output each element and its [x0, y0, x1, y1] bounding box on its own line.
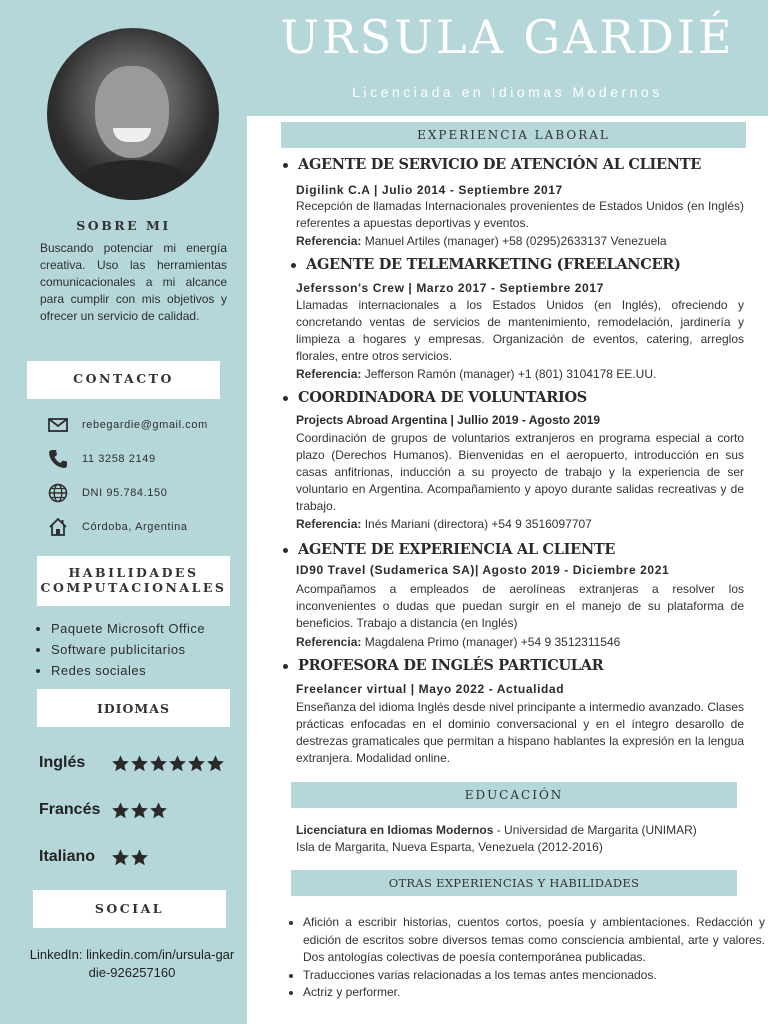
institution: - Universidad de Margarita (UNIMAR): [493, 823, 697, 837]
contact-dni: [47, 482, 237, 504]
contact-location: [47, 516, 237, 538]
other-list: [284, 914, 765, 1002]
linkedin-line2[interactable]: die-926257160: [88, 965, 176, 980]
language-row: [39, 842, 239, 872]
skills-list: [32, 618, 261, 681]
contact-email: [47, 414, 237, 436]
job-description: Recepción de llamadas Internacionales provenientes de Estados Unidos (en Inglés) referentes a apuestas deportivas y eventos.: [296, 199, 744, 230]
job-company: Digilink C.A | Julio 2014 - Septiembre 2017: [296, 183, 563, 197]
degree: Licenciatura en Idiomas Modernos: [296, 823, 494, 837]
about-text: Buscando potenciar mi energía creativa. Uso las herramientas comunicacionales a mi alcance para cumplir con mis objetivos y ofrecer un servicio de calidad.: [40, 241, 227, 323]
globe-icon: [47, 482, 69, 504]
job-description: Llamadas internacionales a los Estados Unidos (en Inglés), ofreciendo y concretando ventas de servicios de mantenimiento, remodelación, jardinería y limpieza a hogares y empresas. Organización de eventos, catering, arreglos florales, entre otros servicios.: [296, 298, 744, 363]
location-text: Córdoba, Argentina: [82, 521, 188, 533]
star-icon: [206, 754, 225, 773]
star-icon: [111, 754, 130, 773]
list-item: • Redes sociales: [51, 660, 261, 681]
language-name: Inglés: [39, 754, 86, 771]
skills-heading-line2: COMPUTACIONALES: [40, 580, 227, 595]
social-heading: SOCIAL: [94, 901, 165, 916]
star-icon: [111, 801, 130, 820]
other-heading: OTRAS EXPERIENCIAS Y HABILIDADES: [291, 870, 737, 896]
star-icon: [168, 754, 187, 773]
phone-icon: [47, 448, 69, 470]
rating-stars: [111, 801, 168, 820]
job-company: ID90 Travel (Sudamerica SA)| Agosto 2019 - Diciembre 2021: [296, 563, 670, 577]
list-item: • Traducciones varias relacionadas a los temas antes mencionados.: [303, 967, 765, 985]
bullet-icon: [283, 396, 288, 401]
bullet-icon: [283, 163, 288, 168]
job-company: Projects Abroad Argentina | Jullio 2019 - Agosto 2019: [296, 413, 601, 427]
job-reference: Referencia: Jefferson Ramón (manager) +1 (801) 3104178 EE.UU.: [296, 367, 657, 381]
job-title: AGENTE DE SERVICIO DE ATENCIÓN AL CLIENTE: [283, 156, 743, 173]
list-item: • Software publicitarios: [51, 639, 261, 660]
language-row: [39, 748, 239, 778]
skills-heading-line1: HABILIDADES: [68, 565, 199, 580]
education-location: Isla de Margarita, Nueva Esparta, Venezuela (2012-2016): [296, 840, 603, 854]
bullet-icon: [291, 263, 296, 268]
list-item: • Paquete Microsoft Office: [51, 618, 261, 639]
bullet-icon: [283, 548, 288, 553]
job-reference: Referencia: Manuel Artiles (manager) +58 (0295)2633137 Venezuela: [296, 234, 667, 248]
rating-stars: [111, 754, 225, 773]
job-title: COORDINADORA DE VOLUNTARIOS: [283, 389, 743, 406]
star-icon: [130, 801, 149, 820]
job-title: AGENTE DE EXPERIENCIA AL CLIENTE: [283, 541, 743, 558]
profile-photo: [47, 28, 219, 200]
skills-heading: [37, 565, 230, 595]
star-icon: [149, 801, 168, 820]
about-heading: SOBRE MI: [76, 218, 171, 233]
job-description: Enseñanza del idioma Inglés desde nivel principante a intermedio avanzado. Clases prácticas enfocadas en el dominio conversacional y en el íntegro desarollo de destrezas gramaticales que permitan a hispano hablantes la expresión en la lengua extranjera. Modalidad online.: [296, 700, 744, 765]
list-item: • Actriz y performer.: [303, 984, 765, 1002]
job-description: Coordinación de grupos de voluntarios extranjeros en programa especial a corto plazo (Derechos Humanos). Bienvenidas en el aeropuerto, introducción en sus casas anfitrionas, inducción a su proyecto de trabajo y la experiencia de ser voluntario en Argentina. Acompañamiento y apoyo durante salidas recreativas y de trabajo.: [296, 431, 744, 513]
candidate-subtitle: Licenciada en Idiomas Modernos: [352, 84, 663, 100]
rating-stars: [111, 848, 149, 867]
job-title: PROFESORA DE INGLÉS PARTICULAR: [283, 657, 743, 674]
job-company: Jefersson's Crew | Marzo 2017 - Septiembre 2017: [296, 281, 604, 295]
language-name: Italiano: [39, 848, 96, 865]
experience-heading: EXPERIENCIA LABORAL: [281, 122, 746, 148]
education-heading: EDUCACIÓN: [291, 782, 737, 808]
linkedin-link[interactable]: [22, 946, 242, 982]
star-icon: [130, 754, 149, 773]
list-item: • Afición a escribir historias, cuentos cortos, poesía y ambientaciones. Redacción y edición de escritos sobre diversos temas como consciencia ambiental, arte y valores. Dos antologías colectivas de poesía contemporánea publicadas.: [303, 914, 765, 967]
job-title: AGENTE DE TELEMARKETING (FREELANCER): [291, 256, 751, 273]
bullet-icon: [283, 664, 288, 669]
contact-heading: CONTACTO: [73, 371, 174, 386]
education-entry: [296, 822, 746, 856]
candidate-name: URSULA GARDIÉ: [280, 10, 735, 64]
dni-text: DNI 95.784.150: [82, 487, 168, 499]
job-description: Acompañamos a empleados de aerolíneas extranjeras a resolver los inconvenientes o dudas que puedan surgir en el manejo de su plataforma de beneficios. Trabajo a distancia (en Inglés): [296, 582, 744, 630]
envelope-icon: [47, 414, 69, 436]
home-icon: [47, 516, 69, 538]
linkedin-line1[interactable]: LinkedIn: linkedin.com/in/ursula-gar: [29, 947, 235, 962]
language-name: Francés: [39, 801, 101, 818]
job-company: Freelancer virtual | Mayo 2022 - Actualidad: [296, 682, 565, 696]
star-icon: [149, 754, 168, 773]
languages-heading: IDIOMAS: [97, 701, 170, 716]
phone-text: 11 3258 2149: [82, 453, 156, 465]
job-reference: Referencia: Magdalena Primo (manager) +54 9 3512311546: [296, 635, 621, 649]
star-icon: [187, 754, 206, 773]
email-text: rebegardie@gmail.com: [82, 419, 208, 431]
star-icon: [130, 848, 149, 867]
job-reference: Referencia: Inés Mariani (directora) +54 9 3516097707: [296, 517, 592, 531]
contact-phone: [47, 448, 237, 470]
language-row: [39, 795, 239, 825]
star-icon: [111, 848, 130, 867]
